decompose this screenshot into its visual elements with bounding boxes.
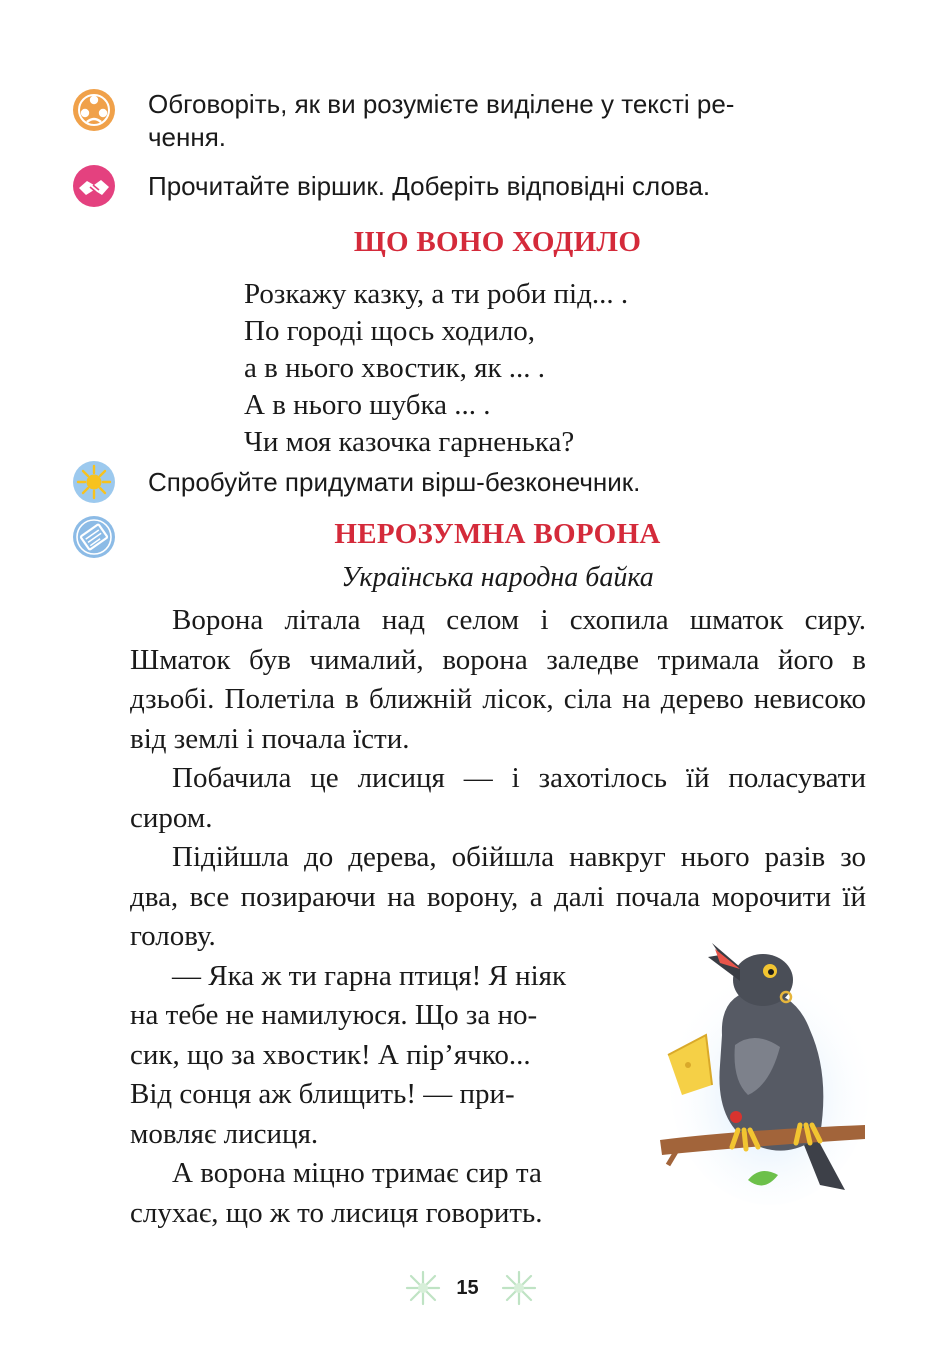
group-discussion-icon — [72, 88, 116, 132]
page-number: 15 — [456, 1277, 479, 1299]
fable-paragraph: Ворона літала над селом і схопила шматок сиру. Шматок був чималий, ворона заледве тримала його в дзьобі. Полетіла в ближній лісок, сіла на дерево невисоко від землі і почала їсти. — [130, 604, 866, 755]
poem-line: а в нього хвостик, як ... . — [244, 352, 546, 384]
poem-line: Чи моя казочка гарненька? — [244, 426, 575, 458]
fable-line: А ворона міцно тримає сир та — [172, 1157, 542, 1189]
discuss-line-2: чення. — [148, 122, 227, 152]
fable-fox-speech — [130, 957, 676, 1234]
fable-line: слухає, що ж то лисиця говорить. — [130, 1196, 543, 1229]
read-poem-instruction: Прочитайте віршик. Доберіть відповідні слова. — [148, 171, 711, 201]
fable-title: НЕРОЗУМНА ВОРОНА — [334, 518, 661, 550]
snowflake-ornament-icon — [500, 1270, 538, 1306]
poem-title: ЩО ВОНО ХОДИЛО — [353, 226, 642, 258]
fable-paragraph: Побачила це лисиця — і захотілось їй поласувати сиром. — [130, 762, 866, 834]
fable-line: — Яка ж ти гарна птиця! Я ніяк — [172, 959, 567, 992]
discuss-line-1: Обговоріть, як ви розумієте виділене у тексті ре- — [148, 89, 735, 119]
poem-line: По городі щось ходило, — [244, 315, 536, 347]
poem — [244, 276, 628, 461]
fable-subtitle: Українська народна байка — [341, 562, 654, 593]
invent-instruction: Спробуйте придумати вірш-безконечник. — [148, 467, 641, 497]
book-reading-icon — [72, 515, 116, 559]
handshake-pair-icon — [72, 164, 116, 208]
poem-line: Розкажу казку, а ти роби під... . — [244, 278, 629, 310]
fable-paragraph: Підійшла до дерева, обійшла навкруг нього разів зо два, все позираючи на ворону, а далі почала морочити їй голову. — [130, 841, 866, 952]
fable-line: Від сонця аж блищить! — при- — [130, 1078, 515, 1110]
fable-line: мовляє лисиця. — [130, 1117, 319, 1150]
poem-line: А в нього шубка ... . — [244, 389, 491, 421]
crow-with-cheese-illustration — [660, 935, 870, 1210]
sun-creative-icon — [72, 460, 116, 504]
fable-line: на тебе не намилуюся. Що за но- — [130, 999, 538, 1031]
fable-line: сик, що за хвостик! А пір’ячко... — [130, 1038, 531, 1071]
discuss-instruction — [148, 88, 734, 154]
